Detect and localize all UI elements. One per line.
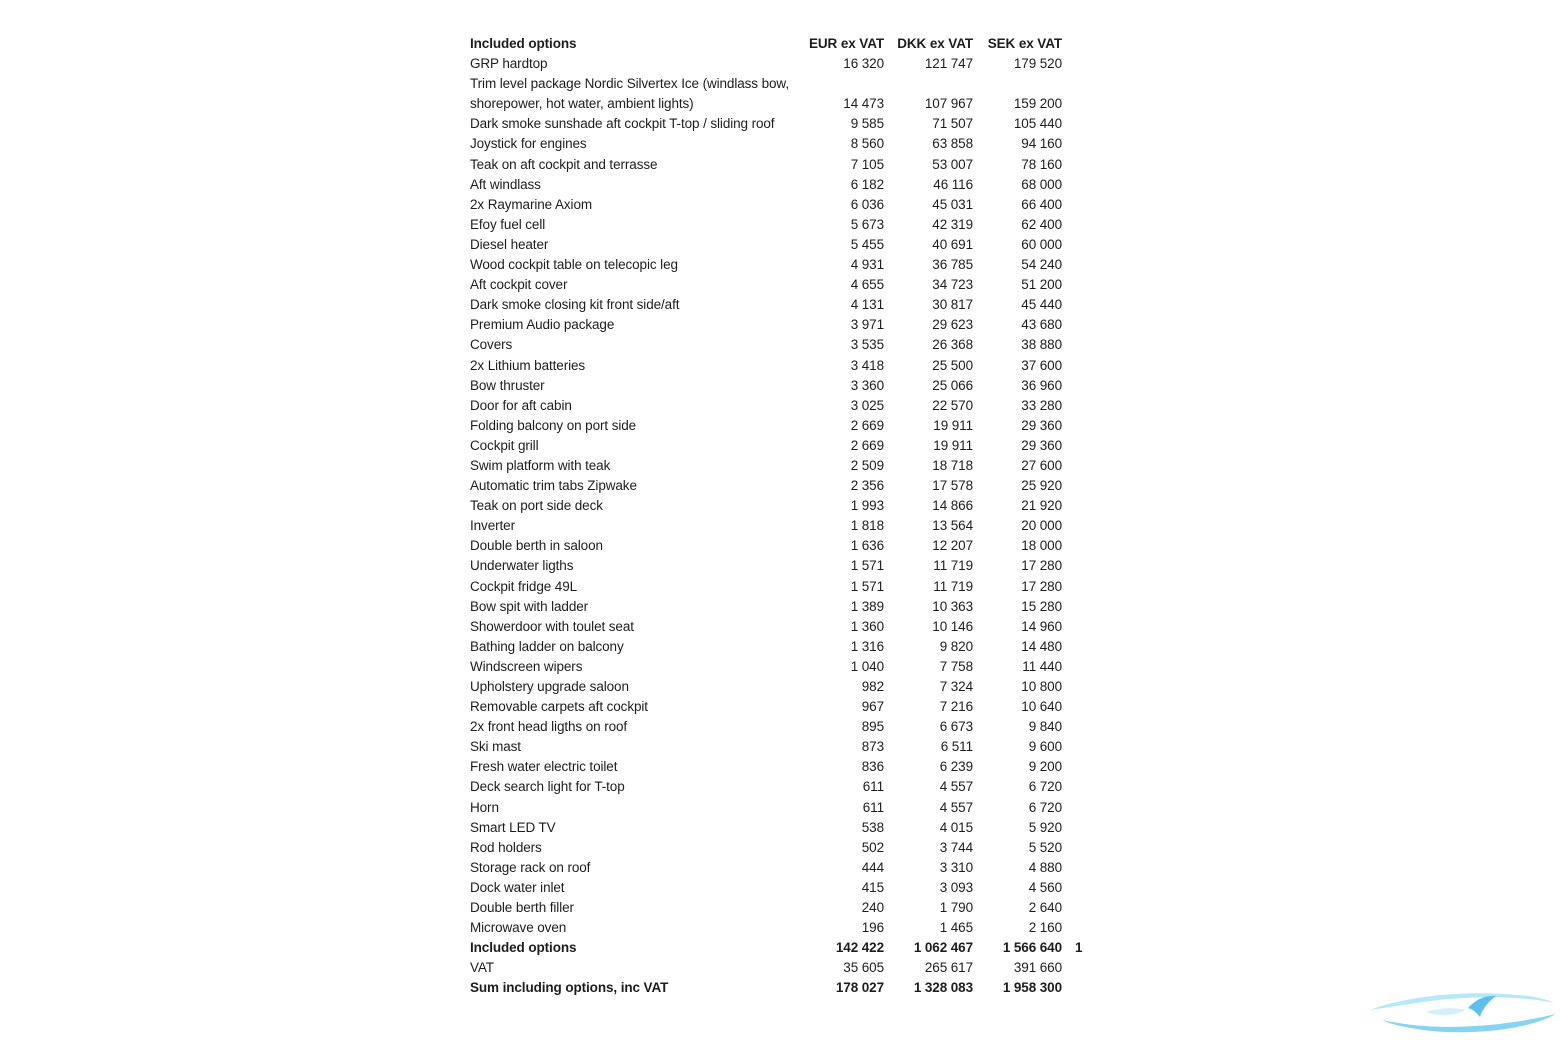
sek-total: 1 566 640: [1002, 940, 1062, 956]
option-label: Bow spit with ladder: [470, 598, 589, 614]
table-row: [470, 717, 1119, 737]
eur-value: 2 509: [850, 457, 884, 473]
dkk-value: 13 564: [932, 518, 973, 534]
dkk-total: 1 062 467: [913, 940, 973, 956]
table-row: [470, 74, 1119, 94]
dkk-value: 12 207: [932, 538, 973, 554]
eur-value: 611: [862, 779, 884, 795]
sek-value: 14 960: [1021, 618, 1062, 634]
dkk-value: [884, 74, 973, 94]
wave-lower-stroke: [1382, 1014, 1556, 1032]
sek-value: 29 360: [1021, 417, 1062, 433]
eur-value: 967: [861, 699, 884, 715]
sek-value: 5 920: [1028, 819, 1062, 835]
option-label: GRP hardtop: [470, 56, 548, 72]
wave-fin: [1468, 996, 1496, 1017]
eur-value: 1 571: [850, 558, 884, 574]
options-price-table: [470, 34, 1119, 999]
sek-value: 68 000: [1021, 176, 1062, 192]
dkk-value: 63 858: [932, 136, 973, 152]
column-header-included-options: Included options: [470, 36, 577, 51]
option-label: Cockpit grill: [470, 437, 539, 453]
table-row: [470, 54, 1119, 74]
table-row: [470, 114, 1119, 134]
option-label: Diesel heater: [470, 236, 549, 252]
table-row: [470, 155, 1119, 175]
eur-value: 1 636: [850, 538, 884, 554]
table-row: [470, 577, 1119, 597]
table-row: [470, 918, 1119, 938]
sek-value: 14 480: [1021, 638, 1062, 654]
option-label: Folding balcony on port side: [470, 417, 637, 433]
table-row: [470, 295, 1119, 315]
eur-value: 8 560: [850, 136, 884, 152]
sek-total: 391 660: [1013, 960, 1062, 976]
table-row: [470, 275, 1119, 295]
table-body: [470, 54, 1119, 998]
table-row: [470, 617, 1119, 637]
option-label: Joystick for engines: [470, 136, 587, 152]
table-row: [470, 597, 1119, 617]
dkk-value: 42 319: [932, 216, 973, 232]
table-row: [470, 798, 1119, 818]
table-row: [470, 416, 1119, 436]
table-total-row: [470, 978, 1119, 998]
wave-text-blur: [1426, 1008, 1466, 1015]
eur-value: 9 585: [850, 116, 884, 132]
sek-value: 29 360: [1021, 437, 1062, 453]
sek-value: 4 880: [1028, 859, 1062, 875]
sek-value: 27 600: [1021, 457, 1062, 473]
column-header-eur: EUR ex VAT: [808, 36, 884, 51]
eur-value: 895: [861, 719, 884, 735]
option-label: Efoy fuel cell: [470, 216, 546, 232]
eur-value: 502: [861, 839, 884, 855]
dkk-value: 11 719: [933, 558, 973, 574]
dkk-value: 18 718: [932, 457, 973, 473]
sek-value: 6 720: [1028, 799, 1062, 815]
option-label: Storage rack on roof: [470, 859, 591, 875]
eur-value: 240: [861, 900, 884, 916]
sek-value: 62 400: [1021, 216, 1062, 232]
eur-value: 3 535: [850, 337, 884, 353]
total-label: Included options: [470, 940, 577, 956]
sek-value: 2 640: [1028, 900, 1062, 916]
dkk-value: 9 820: [939, 638, 973, 654]
cropped-fourth-column-fragment: 1: [1075, 940, 1083, 956]
eur-value: 4 931: [850, 257, 884, 273]
table-row: [470, 858, 1119, 878]
sek-value: 78 160: [1021, 156, 1062, 172]
sek-value: 105 440: [1013, 116, 1062, 132]
sek-value: [973, 74, 1062, 94]
eur-value: 1 818: [850, 518, 884, 534]
sek-value: 60 000: [1021, 236, 1062, 252]
eur-total: 178 027: [835, 980, 884, 996]
dkk-value: 34 723: [932, 277, 973, 293]
sek-value: 54 240: [1021, 257, 1062, 273]
total-label: VAT: [470, 960, 494, 976]
eur-value: 982: [861, 679, 884, 694]
table-row: [470, 677, 1119, 697]
eur-value: 3 360: [850, 377, 884, 393]
dkk-value: 10 363: [932, 598, 973, 614]
option-label: Swim platform with teak: [470, 457, 611, 473]
dkk-value: 40 691: [932, 236, 973, 252]
sek-value: 33 280: [1021, 397, 1062, 413]
option-label: Microwave oven: [470, 920, 567, 936]
table-row: [470, 396, 1119, 416]
eur-value: 1 389: [850, 598, 884, 614]
sek-value: 37 600: [1021, 357, 1062, 373]
dkk-value: 6 239: [939, 759, 973, 775]
eur-total: 142 422: [835, 940, 884, 956]
dkk-total: 265 617: [924, 960, 973, 976]
sek-value: 11 440: [1022, 658, 1062, 674]
dkk-value: 1 790: [939, 900, 973, 916]
table-row: [470, 94, 1119, 114]
option-label: Automatic trim tabs Zipwake: [470, 478, 637, 494]
option-label: Cockpit fridge 49L: [470, 578, 578, 594]
sek-value: 43 680: [1021, 317, 1062, 333]
eur-value: 415: [861, 879, 884, 895]
dkk-value: 6 673: [939, 719, 973, 735]
option-label: Wood cockpit table on telecopic leg: [470, 257, 678, 273]
option-label: Teak on port side deck: [470, 498, 603, 514]
table-row: [470, 175, 1119, 195]
option-label: Dark smoke sunshade aft cockpit T-top / sliding roof: [470, 116, 775, 132]
table-row: [470, 838, 1119, 858]
table-row: [470, 536, 1119, 556]
option-label: Deck search light for T-top: [470, 779, 625, 795]
dkk-value: 71 507: [932, 116, 973, 132]
eur-value: 3 025: [850, 397, 884, 413]
wave-logo-watermark: [1368, 986, 1560, 1038]
sek-value: 66 400: [1021, 196, 1062, 212]
option-label: Covers: [470, 337, 513, 353]
dkk-value: 6 511: [940, 739, 973, 755]
sek-value: 10 640: [1021, 699, 1062, 715]
dkk-value: 22 570: [932, 397, 973, 413]
eur-total: 35 605: [843, 960, 884, 976]
table-row: [470, 235, 1119, 255]
option-label: Removable carpets aft cockpit: [470, 699, 648, 715]
table-row: [470, 516, 1119, 536]
dkk-value: 26 368: [932, 337, 973, 353]
table-row: [470, 315, 1119, 335]
dkk-value: 36 785: [932, 257, 973, 273]
table-row: [470, 657, 1119, 677]
table-row: [470, 556, 1119, 576]
eur-value: 1 993: [850, 498, 884, 514]
table-row: [470, 818, 1119, 838]
option-label: Double berth filler: [470, 900, 574, 916]
option-label: 2x Lithium batteries: [470, 357, 586, 373]
table-row: [470, 737, 1119, 757]
sek-value: 9 200: [1028, 759, 1062, 775]
eur-value: 3 418: [850, 357, 884, 373]
dkk-total: 1 328 083: [913, 980, 973, 996]
option-label: Ski mast: [470, 739, 521, 755]
option-label: Trim level package Nordic Silvertex Ice (windlass bow,: [470, 76, 789, 92]
eur-value: 873: [861, 739, 884, 755]
option-label: Bathing ladder on balcony: [470, 638, 624, 654]
sek-value: 38 880: [1021, 337, 1062, 353]
eur-value: 836: [861, 759, 884, 775]
dkk-value: 3 093: [939, 879, 973, 895]
sek-value: 4 560: [1028, 879, 1062, 895]
eur-value: 1 360: [850, 618, 884, 634]
dkk-value: 4 557: [939, 779, 973, 795]
dkk-value: 121 747: [924, 56, 973, 72]
dkk-value: 3 310: [939, 859, 973, 875]
dkk-value: 11 719: [933, 578, 973, 594]
dkk-value: 3 744: [939, 839, 973, 855]
dkk-value: 7 758: [939, 658, 973, 674]
dkk-value: 10 146: [932, 618, 973, 634]
table-header-row: [470, 34, 1119, 54]
sek-value: 9 600: [1028, 739, 1062, 755]
dkk-value: 29 623: [932, 317, 973, 333]
option-label: Bow thruster: [470, 377, 545, 393]
table-row: [470, 255, 1119, 275]
sek-value: 18 000: [1021, 538, 1062, 554]
sek-value: 159 200: [1013, 96, 1062, 112]
option-label: Upholstery upgrade saloon: [470, 679, 629, 694]
option-label: Dark smoke closing kit front side/aft: [470, 297, 680, 313]
dkk-value: 107 967: [924, 96, 973, 112]
option-label: Rod holders: [470, 839, 542, 855]
option-label: 2x front head ligths on roof: [470, 719, 628, 735]
table-row: [470, 878, 1119, 898]
wave-upper-stroke: [1370, 993, 1554, 1010]
sek-value: 2 160: [1028, 920, 1062, 936]
dkk-value: 25 500: [932, 357, 973, 373]
eur-value: 2 669: [850, 437, 884, 453]
sek-value: 25 920: [1021, 478, 1062, 494]
eur-value: 1 316: [850, 638, 884, 654]
option-label: Aft windlass: [470, 176, 541, 192]
dkk-value: 30 817: [932, 297, 973, 313]
sek-total: 1 958 300: [1002, 980, 1062, 996]
dkk-value: 4 557: [939, 799, 973, 815]
table-row: [470, 456, 1119, 476]
cropped-fourth-column-fragment: [1062, 978, 1119, 998]
dkk-value: 46 116: [933, 176, 973, 192]
option-label: Inverter: [470, 518, 515, 534]
eur-value: 6 036: [850, 196, 884, 212]
table-row: [470, 637, 1119, 657]
total-label: Sum including options, inc VAT: [470, 980, 669, 996]
eur-value: 4 655: [850, 277, 884, 293]
sek-value: 21 920: [1021, 498, 1062, 514]
option-label: Underwater ligths: [470, 558, 574, 574]
option-label: Aft cockpit cover: [470, 277, 568, 293]
eur-value: 7 105: [850, 156, 884, 172]
sek-value: 51 200: [1021, 277, 1062, 293]
sek-value: 45 440: [1021, 297, 1062, 313]
option-label: Double berth in saloon: [470, 538, 603, 554]
dkk-value: 53 007: [932, 156, 973, 172]
dkk-value: 1 465: [939, 920, 973, 936]
dkk-value: 45 031: [932, 196, 973, 212]
table-row: [470, 898, 1119, 918]
table-row: [470, 436, 1119, 456]
eur-value: 4 131: [850, 297, 884, 313]
column-header-dkk: DKK ex VAT: [897, 36, 973, 51]
table-row: [470, 757, 1119, 777]
eur-value: 5 455: [850, 236, 884, 252]
table-row: [470, 195, 1119, 215]
eur-value: 538: [861, 819, 884, 835]
table-total-row: [470, 958, 1119, 978]
dkk-value: 17 578: [932, 478, 973, 494]
option-label: Smart LED TV: [470, 819, 556, 835]
option-label: 2x Raymarine Axiom: [470, 196, 592, 212]
dkk-value: 4 015: [939, 819, 973, 835]
sek-value: 17 280: [1021, 558, 1062, 574]
dkk-value: 19 911: [933, 417, 973, 433]
option-label: Showerdoor with toulet seat: [470, 618, 634, 634]
eur-value: 2 356: [850, 478, 884, 494]
option-label: Premium Audio package: [470, 317, 615, 333]
table-row: [470, 356, 1119, 376]
sek-value: 5 520: [1028, 839, 1062, 855]
eur-value: 2 669: [850, 417, 884, 433]
eur-value: [790, 74, 884, 94]
option-label: Dock water inlet: [470, 879, 565, 895]
sek-value: 94 160: [1021, 136, 1062, 152]
sek-value: 20 000: [1021, 518, 1062, 534]
option-label: Windscreen wipers: [470, 658, 583, 674]
table-row: [470, 134, 1119, 154]
eur-value: 1 040: [850, 658, 884, 674]
cropped-fourth-column-fragment: [1062, 958, 1119, 978]
option-label: Fresh water electric toilet: [470, 759, 618, 775]
table-row: [470, 697, 1119, 717]
option-label: shorepower, hot water, ambient lights): [470, 96, 694, 112]
dkk-value: 7 324: [939, 679, 973, 694]
eur-value: 1 571: [850, 578, 884, 594]
option-label: Horn: [470, 799, 499, 815]
sek-value: 36 960: [1021, 377, 1062, 393]
sek-value: 17 280: [1021, 578, 1062, 594]
eur-value: 444: [861, 859, 884, 875]
option-label: Teak on aft cockpit and terrasse: [470, 156, 658, 172]
sek-value: 9 840: [1028, 719, 1062, 735]
option-label: Door for aft cabin: [470, 397, 572, 413]
table-row: [470, 476, 1119, 496]
table-row: [470, 376, 1119, 396]
dkk-value: 25 066: [932, 377, 973, 393]
table-total-row: [470, 938, 1119, 958]
dkk-value: 14 866: [932, 498, 973, 514]
table-row: [470, 777, 1119, 797]
sek-value: 179 520: [1013, 56, 1062, 72]
column-header-sek: SEK ex VAT: [987, 36, 1062, 51]
table-row: [470, 496, 1119, 516]
dkk-value: 19 911: [933, 437, 973, 453]
dkk-value: 7 216: [939, 699, 973, 715]
table-row: [470, 215, 1119, 235]
eur-value: 611: [862, 799, 884, 815]
table-row: [470, 335, 1119, 355]
sek-value: 10 800: [1021, 679, 1062, 694]
eur-value: 5 673: [850, 216, 884, 232]
sek-value: 15 280: [1021, 598, 1062, 614]
eur-value: 6 182: [850, 176, 884, 192]
eur-value: 196: [861, 920, 884, 936]
eur-value: 3 971: [850, 317, 884, 333]
eur-value: 16 320: [843, 56, 884, 72]
sek-value: 6 720: [1028, 779, 1062, 795]
eur-value: 14 473: [843, 96, 884, 112]
